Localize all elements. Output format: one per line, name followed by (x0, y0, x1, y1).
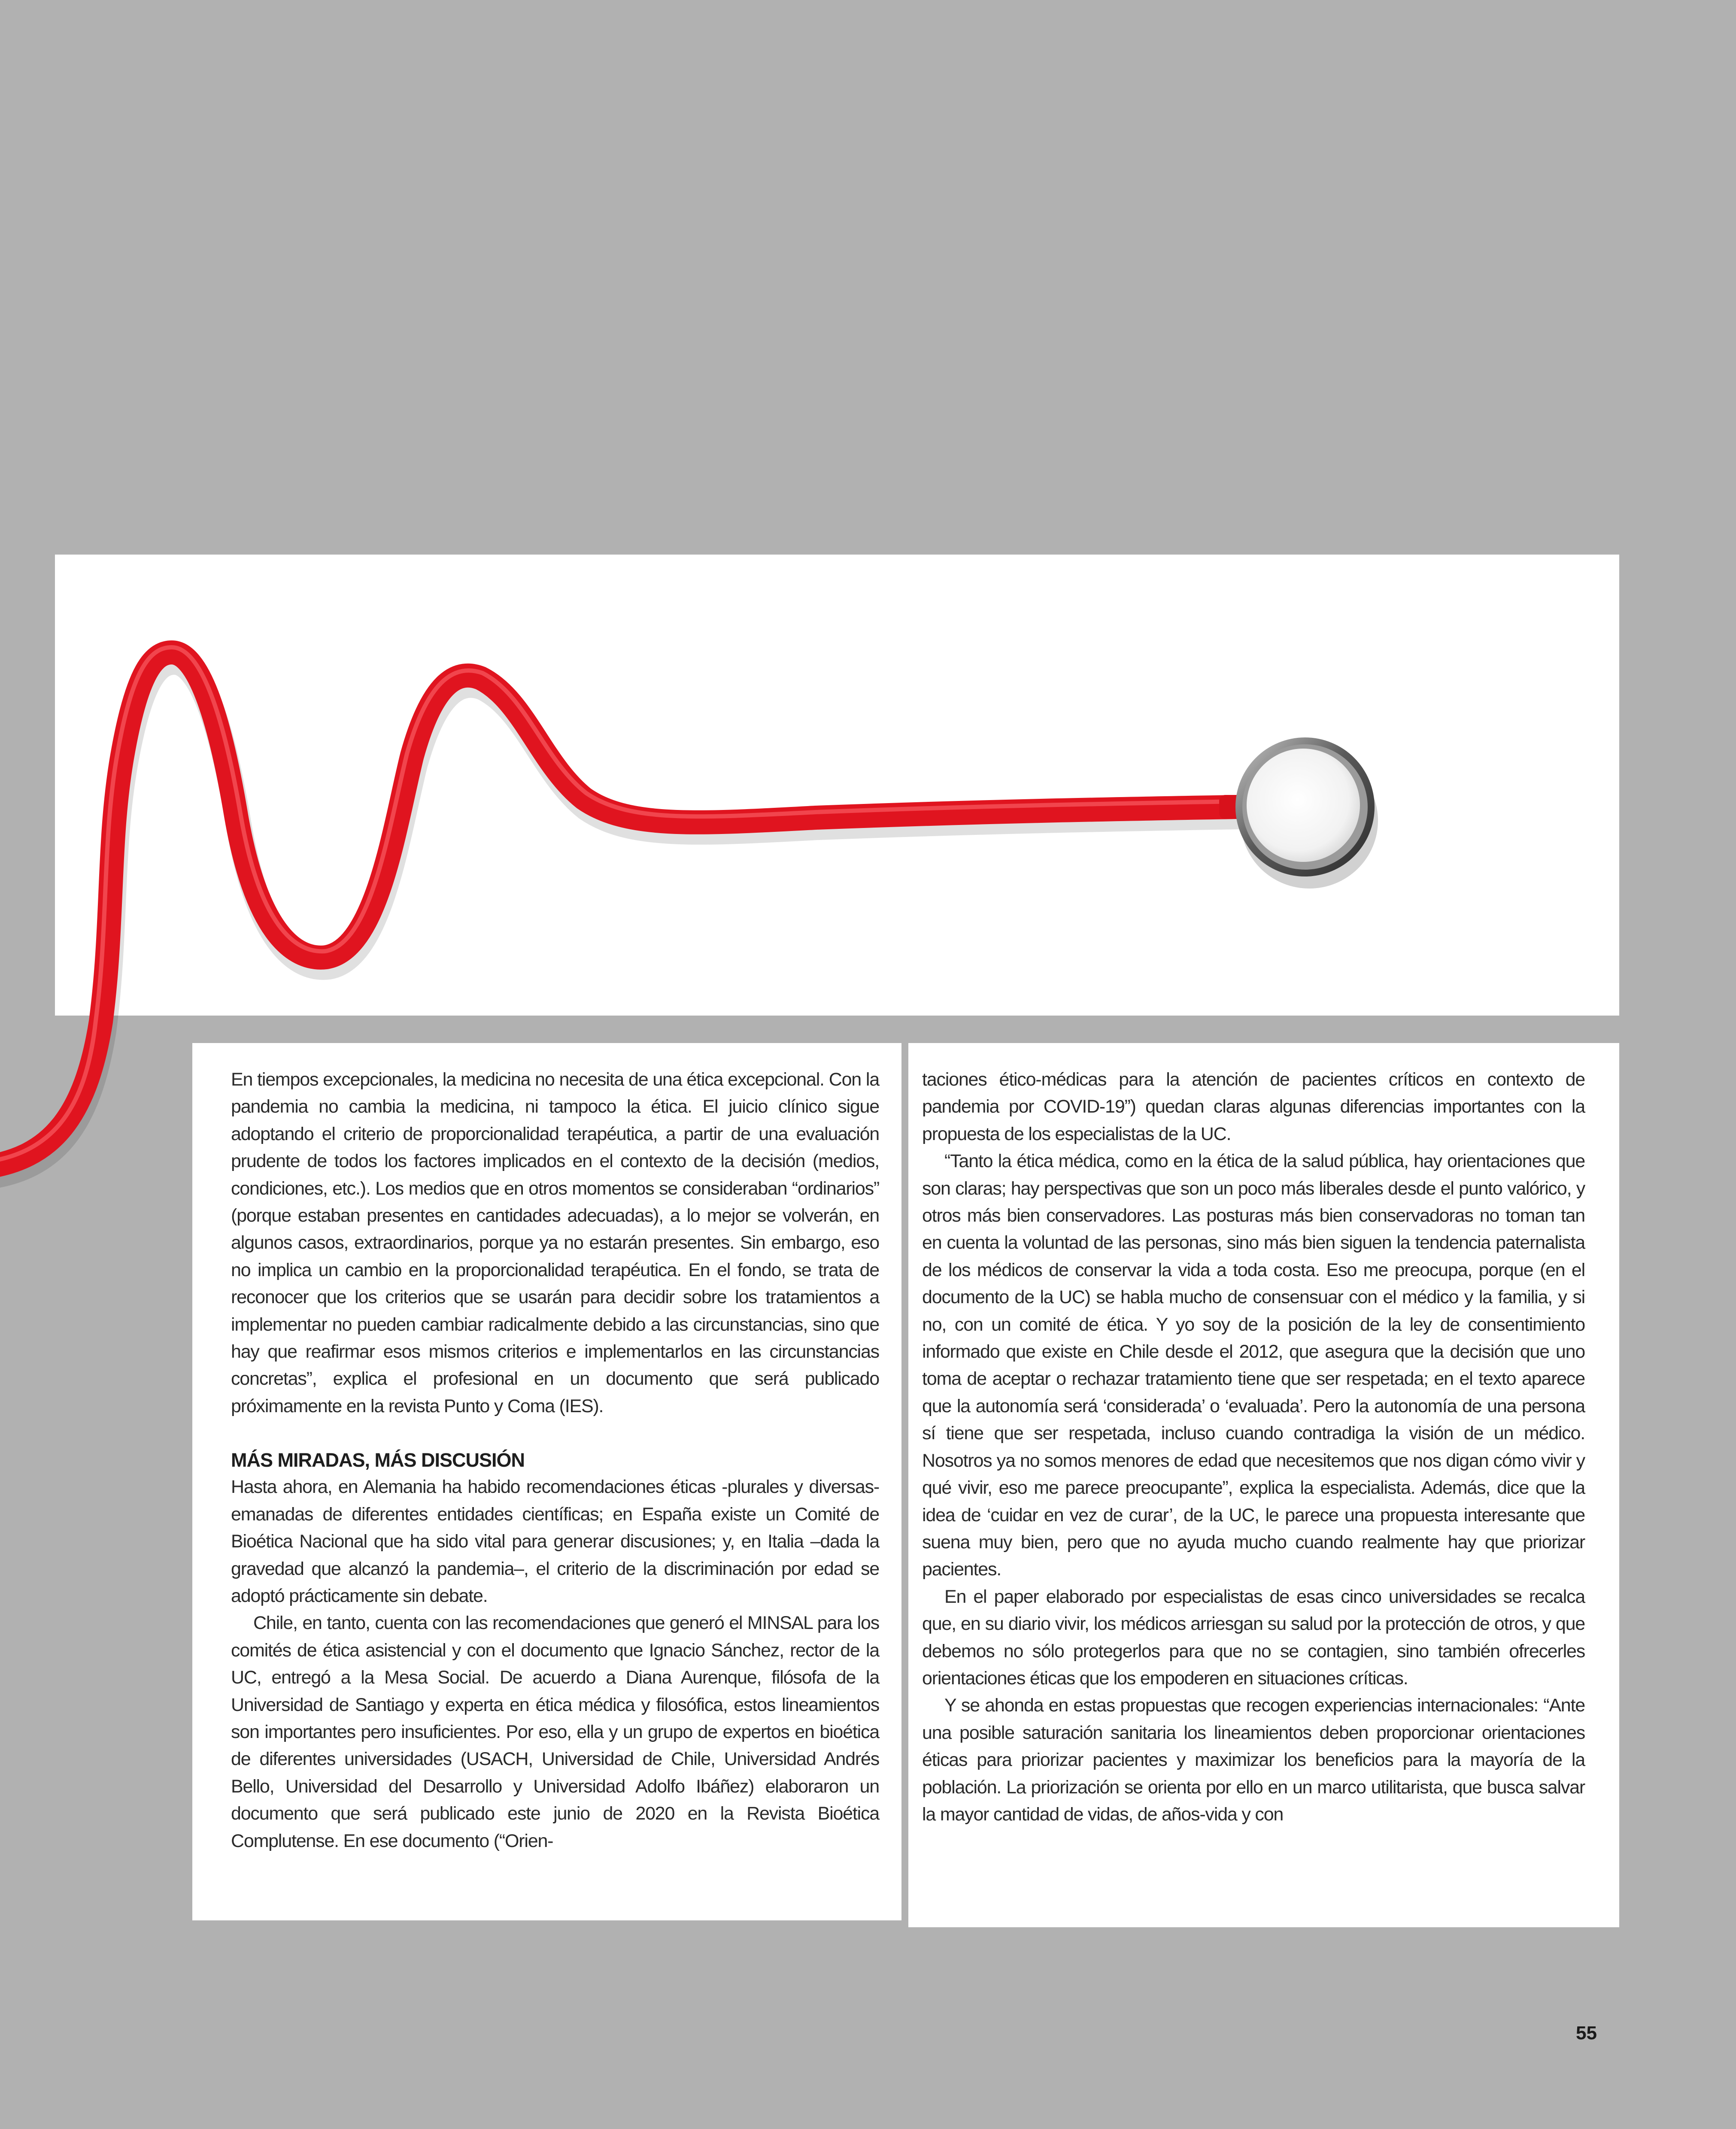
article-column-left (192, 1043, 901, 1920)
section-paragraph: Chile, en tanto, cuenta con las recomendaciones que generó el MINSAL para los comités de ética asistencial y con el documento que Ignacio Sánchez, rector de la UC, entregó a la Mesa Social. De acuerdo a Diana Aurenque, filósofa de la Universidad de Santiago y experta en ética médica y filosófica, estos lineamientos son importantes pero insuficientes. Por eso, ella y un grupo de expertos en bioética de diferentes universidades (USACH, Universidad de Chile, Universidad Andrés Bello, Universidad del Desarrollo y Universidad Adolfo Ibáñez) elaboraron un documento que será publicado este junio de 2020 en la Revista Bioética Complutense. En ese documento (“Orien- (231, 1613, 879, 1851)
section-paragraph: Hasta ahora, en Alemania ha habido recomendaciones éticas -plurales y diversas- emanadas de diferentes entidades científicas; en España existe un Comité de Bioética Nacional que ha sido vital para generar discusiones; y, en Italia –dada la gravedad que alcanzó la pandemia–, el criterio de la discriminación por edad se adoptó prácticamente sin debate. (231, 1477, 879, 1606)
intro-paragraph: En tiempos excepcionales, la medicina no necesita de una ética excepcional. Con la pandemia no cambia la medicina, ni tampoco la ética. El juicio clínico sigue adoptando el criterio de proporcionalidad terapéutica, a partir de una evaluación prudente de todos los factores implicados en el contexto de la decisión (medios, condiciones, etc.). Los medios que en otros momentos se consideraban “ordinarios” (porque estaban presentes en cantidades adecuadas), a lo mejor se volverán, en algunos casos, extraordinarios, porque ya no estarán presentes. Sin embargo, eso no implica un cambio en la proporcionalidad terapéutica. En el fondo, se trata de reconocer que los criterios que se usarán para decidir sobre los tratamientos a implementar no pueden cambiar radicalmente debido a las circunstancias, sino que hay que reafirmar esos mismos criterios e implementarlos en las circunstancias concretas”, explica el profesional en un documento que será publicado próximamente en la revista Punto y Coma (IES). (231, 1069, 879, 1416)
page-number: 55 (1576, 2023, 1597, 2044)
article-column-right (908, 1043, 1619, 1927)
section-heading: MÁS MIRADAS, MÁS DISCUSIÓN (231, 1449, 525, 1471)
body-paragraph: Y se ahonda en estas propuestas que recogen experiencias internacionales: “Ante una posible saturación sanitaria los lineamientos deben proporcionar orientaciones éticas para priorizar pacientes y maximizar los beneficios para la mayoría de la población. La priorización se orienta por ello en un marco utilitarista, que busca salvar la mayor cantidad de vidas, de años-vida y con (922, 1695, 1585, 1825)
continued-paragraph: taciones ético-médicas para la atención de pacientes críticos en contexto de pandemia por COVID-19”) quedan claras algunas diferencias importantes con la propuesta de los especialistas de la UC. (922, 1069, 1585, 1144)
quote-paragraph: “Tanto la ética médica, como en la ética de la salud pública, hay orientaciones que son claras; hay perspectivas que son un poco más liberales desde el punto valórico, y otros más bien conservadores. Las posturas más bien conservadoras no toman tan en cuenta la voluntad de las personas, sino más bien siguen la tendencia paternalista de los médicos de conservar la vida a toda costa. Eso me preocupa, porque (en el documento de la UC) se habla mucho de consensuar con el médico y la familia, y si no, con un comité de ética. Y yo soy de la posición de la ley de consentimiento informado que existe en Chile desde el 2012, que asegura que la decisión que uno toma de aceptar o rechazar tratamiento tiene que ser respetada; en el texto aparece que la autonomía será ‘considerada’ o ‘evaluada’. Pero la autonomía de una persona sí tiene que ser respetada, incluso cuando contradiga la visión de un médico. Nosotros ya no somos menores de edad que necesitemos que nos digan cómo vivir y qué vivir, eso me parece preocupante”, explica la especialista. Además, dice que la idea de ‘cuidar en vez de curar’, de la UC, le parece una propuesta interesante que suena muy bien, pero que no ayuda mucho cuando realmente hay que priorizar pacientes. (922, 1151, 1585, 1580)
photo-panel (55, 555, 1619, 1016)
body-paragraph: En el paper elaborado por especialistas de esas cinco universidades se recalca que, en su diario vivir, los médicos arriesgan su salud por la protección de otros, y que debemos no sólo protegerlos para que no se contagien, sino también ofrecerles orientaciones éticas que los empoderen en situaciones críticas. (922, 1586, 1585, 1689)
